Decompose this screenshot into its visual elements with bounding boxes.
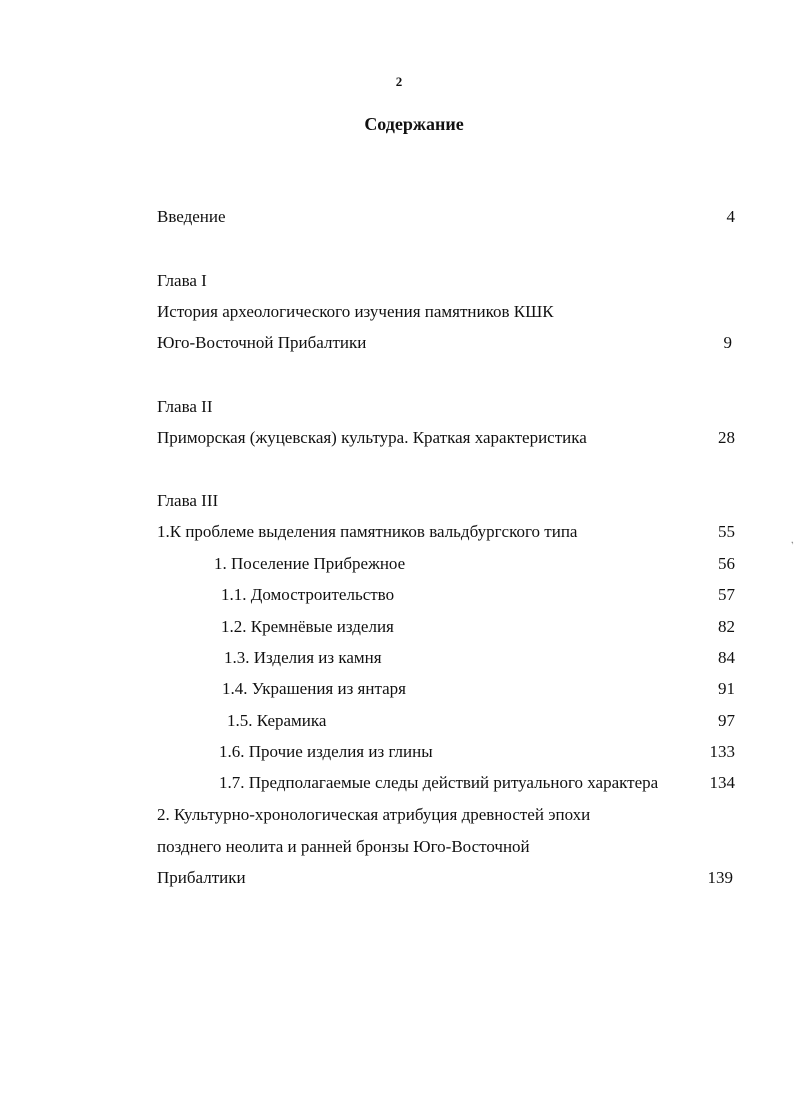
toc-page-1-2: 82 [718,617,735,636]
toc-page-section-1: 55 [718,522,735,541]
margin-mark: , [787,535,796,546]
toc-section-2-line3: Прибалтики [157,868,246,887]
toc-entry-introduction: Введение [157,207,226,226]
toc-item-1-5: 1.5. Керамика [227,711,327,730]
toc-item-1-7: 1.7. Предполагаемые следы действий ритуального характера [219,773,659,792]
toc-page-1-4: 91 [718,679,735,698]
toc-chapter-3-heading: Глава III [157,491,219,510]
toc-page-1-6: 133 [709,742,735,761]
toc-section-1: 1.К проблеме выделения памятников вальдбургского типа [157,522,578,541]
toc-page-settlement: 56 [718,554,735,573]
toc-page-1-3: 84 [718,648,735,667]
page-number: 2 [395,74,403,89]
toc-page-1-5: 97 [718,711,735,730]
toc-chapter-1-title-line2: Юго-Восточной Прибалтики [157,333,367,352]
toc-section-2-line2: позднего неолита и ранней бронзы Юго-Восточной [157,837,530,856]
toc-item-1-3: 1.3. Изделия из камня [224,648,382,667]
toc-item-1-1: 1.1. Домостроительство [221,585,395,604]
toc-chapter-2-title: Приморская (жуцевская) культура. Краткая характеристика [157,428,587,447]
toc-item-1-2: 1.2. Кремнёвые изделия [221,617,394,636]
toc-item-1-4: 1.4. Украшения из янтаря [222,679,406,698]
toc-chapter-1-title-line1: История археологического изучения памятников КШК [157,302,554,321]
toc-item-1-6: 1.6. Прочие изделия из глины [219,742,433,761]
toc-page-chapter-1: 9 [723,333,732,352]
page-title: Содержание [364,114,464,134]
toc-subsection-settlement: 1. Поселение Прибрежное [214,554,406,573]
toc-chapter-1-heading: Глава I [157,271,207,290]
toc-page-section-2: 139 [707,868,733,887]
toc-section-2-line1: 2. Культурно-хронологическая атрибуция древностей эпохи [157,805,591,824]
toc-chapter-2-heading: Глава II [157,397,213,416]
toc-page-1-7: 134 [709,773,735,792]
toc-page-chapter-2: 28 [718,428,735,447]
toc-page-1-1: 57 [718,585,735,604]
toc-page-introduction: 4 [726,207,735,226]
